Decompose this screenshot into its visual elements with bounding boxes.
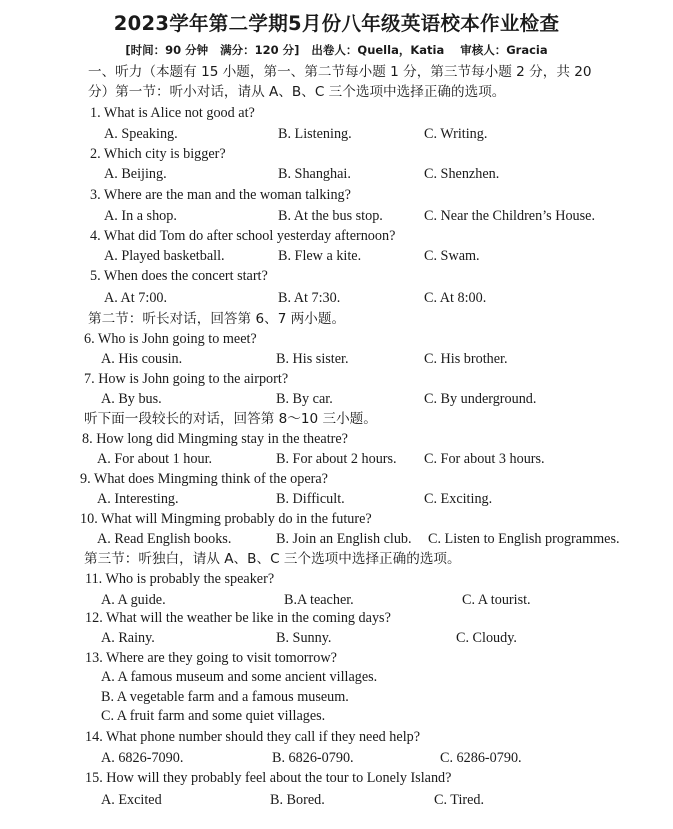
part1-intro-line2: 分）第一节：听小对话，请从 A、B、C 三个选项中选择正确的选项。	[88, 84, 506, 100]
question-8: 8. How long did Mingming stay in the theatre?	[82, 431, 348, 447]
question-5-option-a[interactable]: A. At 7:00.	[104, 290, 168, 306]
question-11-option-a[interactable]: A. A guide.	[101, 592, 166, 608]
question-3-option-c[interactable]: C. Near the Children’s House.	[424, 208, 596, 224]
question-6-option-a[interactable]: A. His cousin.	[101, 351, 183, 367]
section-3-heading: 第三节：听独白，请从 A、B、C 三个选项中选择正确的选项。	[84, 551, 461, 567]
question-6: 6. Who is John going to meet?	[84, 331, 257, 347]
question-15-option-c[interactable]: C. Tired.	[434, 792, 485, 808]
question-3: 3. Where are the man and the woman talking?	[90, 187, 351, 203]
section-2b-heading: 听下面一段较长的对话，回答第 8～10 三小题。	[84, 411, 377, 427]
question-3-option-b[interactable]: B. At the bus stop.	[278, 208, 383, 224]
question-15-option-a[interactable]: A. Excited	[101, 792, 162, 808]
question-14: 14. What phone number should they call if they need help?	[85, 729, 421, 745]
question-4: 4. What did Tom do after school yesterday afternoon?	[90, 228, 396, 244]
question-9: 9. What does Mingming think of the opera?	[80, 471, 328, 487]
question-13-option-a[interactable]: A. A famous museum and some ancient villages.	[101, 669, 378, 685]
exam-title: 2023学年第二学期5月份八年级英语校本作业检查	[113, 12, 560, 35]
question-4-option-c[interactable]: C. Swam.	[424, 248, 480, 264]
question-2-option-b[interactable]: B. Shanghai.	[278, 166, 351, 182]
question-13-option-b[interactable]: B. A vegetable farm and a famous museum.	[101, 689, 349, 705]
question-15: 15. How will they probably feel about the tour to Lonely Island?	[85, 770, 452, 786]
question-9-option-b[interactable]: B. Difficult.	[276, 491, 345, 507]
question-10-option-b[interactable]: B. Join an English club.	[276, 531, 412, 547]
question-11: 11. Who is probably the speaker?	[85, 571, 275, 587]
question-7-option-c[interactable]: C. By underground.	[424, 391, 537, 407]
question-12-option-c[interactable]: C. Cloudy.	[456, 630, 517, 646]
question-11-option-c[interactable]: C. A tourist.	[462, 592, 531, 608]
question-7-option-b[interactable]: B. By car.	[276, 391, 333, 407]
question-2: 2. Which city is bigger?	[90, 146, 226, 162]
question-6-option-b[interactable]: B. His sister.	[276, 351, 349, 367]
question-12-option-a[interactable]: A. Rainy.	[101, 630, 155, 646]
question-2-option-c[interactable]: C. Shenzhen.	[424, 166, 500, 182]
question-6-option-c[interactable]: C. His brother.	[424, 351, 508, 367]
question-4-option-a[interactable]: A. Played basketball.	[104, 248, 225, 264]
question-14-option-b[interactable]: B. 6826-0790.	[272, 750, 354, 766]
question-10: 10. What will Mingming probably do in the future?	[80, 511, 372, 527]
question-7: 7. How is John going to the airport?	[84, 371, 289, 387]
question-2-option-a[interactable]: A. Beijing.	[104, 166, 167, 182]
question-11-option-b[interactable]: B.A teacher.	[284, 592, 354, 608]
question-1-option-b[interactable]: B. Listening.	[278, 126, 352, 142]
question-14-option-a[interactable]: A. 6826-7090.	[101, 750, 184, 766]
question-5-option-c[interactable]: C. At 8:00.	[424, 290, 487, 306]
question-7-option-a[interactable]: A. By bus.	[101, 391, 162, 407]
question-13: 13. Where are they going to visit tomorrow?	[85, 650, 337, 666]
question-9-option-a[interactable]: A. Interesting.	[97, 491, 179, 507]
question-13-option-c[interactable]: C. A fruit farm and some quiet villages.	[101, 708, 326, 724]
question-12: 12. What will the weather be like in the coming days?	[85, 610, 391, 626]
question-9-option-c[interactable]: C. Exciting.	[424, 491, 493, 507]
section-2-heading: 第二节：听长对话，回答第 6、7 两小题。	[88, 311, 346, 327]
question-8-option-b[interactable]: B. For about 2 hours.	[276, 451, 397, 467]
exam-meta: [时间：90 分钟 满分：120 分] 出卷人：Quella，Katia 审核人：Gracia	[125, 43, 548, 57]
question-12-option-b[interactable]: B. Sunny.	[276, 630, 332, 646]
question-1: 1. What is Alice not good at?	[90, 105, 255, 121]
question-1-option-c[interactable]: C. Writing.	[424, 126, 488, 142]
question-10-option-c[interactable]: C. Listen to English programmes.	[428, 531, 620, 547]
question-4-option-b[interactable]: B. Flew a kite.	[278, 248, 362, 264]
question-3-option-a[interactable]: A. In a shop.	[104, 208, 177, 224]
question-8-option-a[interactable]: A. For about 1 hour.	[97, 451, 213, 467]
part1-intro-line1: 一、听力（本题有 15 小题，第一、第二节每小题 1 分，第三节每小题 2 分，共 20	[88, 64, 592, 80]
question-8-option-c[interactable]: C. For about 3 hours.	[424, 451, 545, 467]
question-10-option-a[interactable]: A. Read English books.	[97, 531, 232, 547]
question-5: 5. When does the concert start?	[90, 268, 268, 284]
question-1-option-a[interactable]: A. Speaking.	[104, 126, 178, 142]
question-5-option-b[interactable]: B. At 7:30.	[278, 290, 341, 306]
question-15-option-b[interactable]: B. Bored.	[270, 792, 325, 808]
question-14-option-c[interactable]: C. 6286-0790.	[440, 750, 522, 766]
